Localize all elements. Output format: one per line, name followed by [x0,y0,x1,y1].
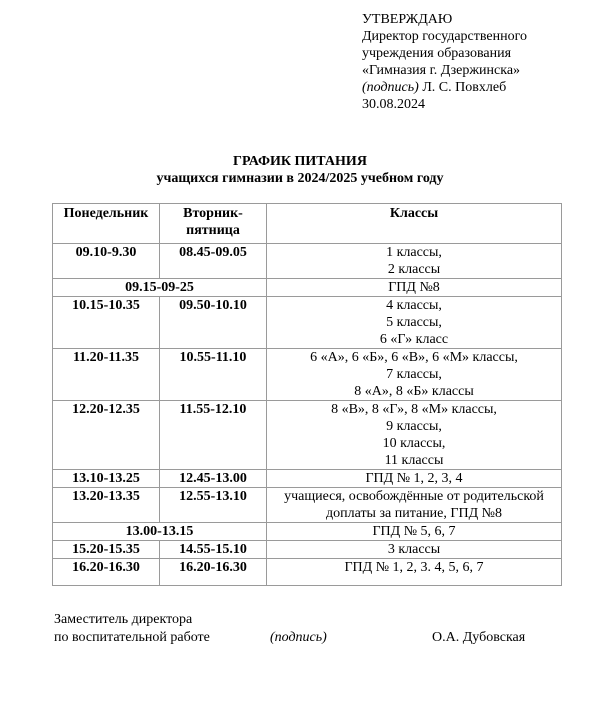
table-row [53,401,562,470]
class-line: 10 классы, [382,436,446,451]
tuesday-friday-time: 12.45-13.00 [160,470,267,488]
approval-date: 30.08.2024 [362,97,425,112]
table-row [53,470,562,488]
footer-signature: (подпись) [270,630,327,645]
tuesday-friday-time: 10.55-11.10 [160,349,267,401]
approval-signature: (подпись) [362,80,419,95]
classes-cell [267,297,562,349]
approval-line-2: учреждения образования [362,46,512,61]
class-line: учащиеся, освобождённые от родительской [284,489,544,504]
classes-cell [267,244,562,279]
tuesday-friday-time: 14.55-15.10 [160,541,267,559]
class-line: 8 «А», 8 «Б» классы [354,384,474,399]
title-line-1: ГРАФИК ПИТАНИЯ [233,154,367,169]
tuesday-friday-time: 16.20-16.30 [160,559,267,586]
table-row [53,297,562,349]
approval-heading: УТВЕРЖДАЮ [362,12,453,27]
all-days-time: 09.15-09-25 [53,279,267,297]
class-line: ГПД № 1, 2, 3, 4 [365,471,463,486]
monday-time: 12.20-12.35 [53,401,160,470]
class-line: 11 классы [384,453,444,468]
class-line: ГПД № 1, 2, 3. 4, 5, 6, 7 [344,560,484,575]
class-line: 8 «В», 8 «Г», 8 «М» классы, [331,402,497,417]
footer-signature-block [54,611,526,647]
tuesday-friday-time: 11.55-12.10 [160,401,267,470]
header-classes: Классы [267,204,562,244]
class-line: 1 классы, [386,245,442,260]
footer-position-line-2: по воспитательной работе [54,630,210,645]
classes-cell [267,541,562,559]
table-row [53,559,562,586]
class-line: 2 классы [387,262,441,277]
table-row [53,541,562,559]
footer-position-line-1: Заместитель директора [54,612,193,627]
class-line: 6 «Г» класс [379,332,449,347]
monday-time: 13.10-13.25 [53,470,160,488]
tuesday-friday-time: 09.50-10.10 [160,297,267,349]
monday-time: 16.20-16.30 [53,559,160,586]
class-line: 5 классы, [386,315,442,330]
header-monday: Понедельник [53,204,160,244]
table-row [53,279,562,297]
approval-signature-line [362,79,527,96]
deputy-director-name: О.А. Дубовская [432,630,526,645]
table-header-row [53,204,562,244]
monday-time: 11.20-11.35 [53,349,160,401]
tuesday-friday-time: 12.55-13.10 [160,488,267,523]
all-days-time: 13.00-13.15 [53,523,267,541]
table-row [53,488,562,523]
tuesday-friday-time: 08.45-09.05 [160,244,267,279]
meal-schedule-table [52,203,562,586]
class-line: 4 классы, [386,298,442,313]
class-line: доплаты за питание, ГПД №8 [325,506,503,521]
monday-time: 13.20-13.35 [53,488,160,523]
director-name: Л. С. Повхлеб [418,80,507,95]
title-line-2: учащихся гимназии в 2024/2025 учебном году [156,171,444,186]
class-line: 6 «А», 6 «Б», 6 «В», 6 «М» классы, [310,350,518,365]
table-row [53,349,562,401]
classes-cell [267,523,562,541]
classes-cell [267,401,562,470]
approval-line-1: Директор государственного [362,29,527,44]
class-line: 7 классы, [386,367,442,382]
class-line: 9 классы, [386,419,442,434]
classes-cell [267,488,562,523]
approval-line-3: «Гимназия г. Дзержинска» [362,63,521,78]
classes-cell [267,470,562,488]
approval-block [362,11,527,113]
monday-time: 10.15-10.35 [53,297,160,349]
monday-time: 09.10-9.30 [53,244,160,279]
classes-cell [267,279,562,297]
table-row [53,523,562,541]
class-line: ГПД № 5, 6, 7 [372,524,456,539]
header-tuesday-friday: Вторник-пятница [160,204,267,244]
classes-cell [267,559,562,586]
table-row [53,244,562,279]
classes-cell [267,349,562,401]
class-line: 3 классы [387,542,441,557]
monday-time: 15.20-15.35 [53,541,160,559]
document-title [0,153,600,187]
class-line: ГПД №8 [388,280,440,295]
